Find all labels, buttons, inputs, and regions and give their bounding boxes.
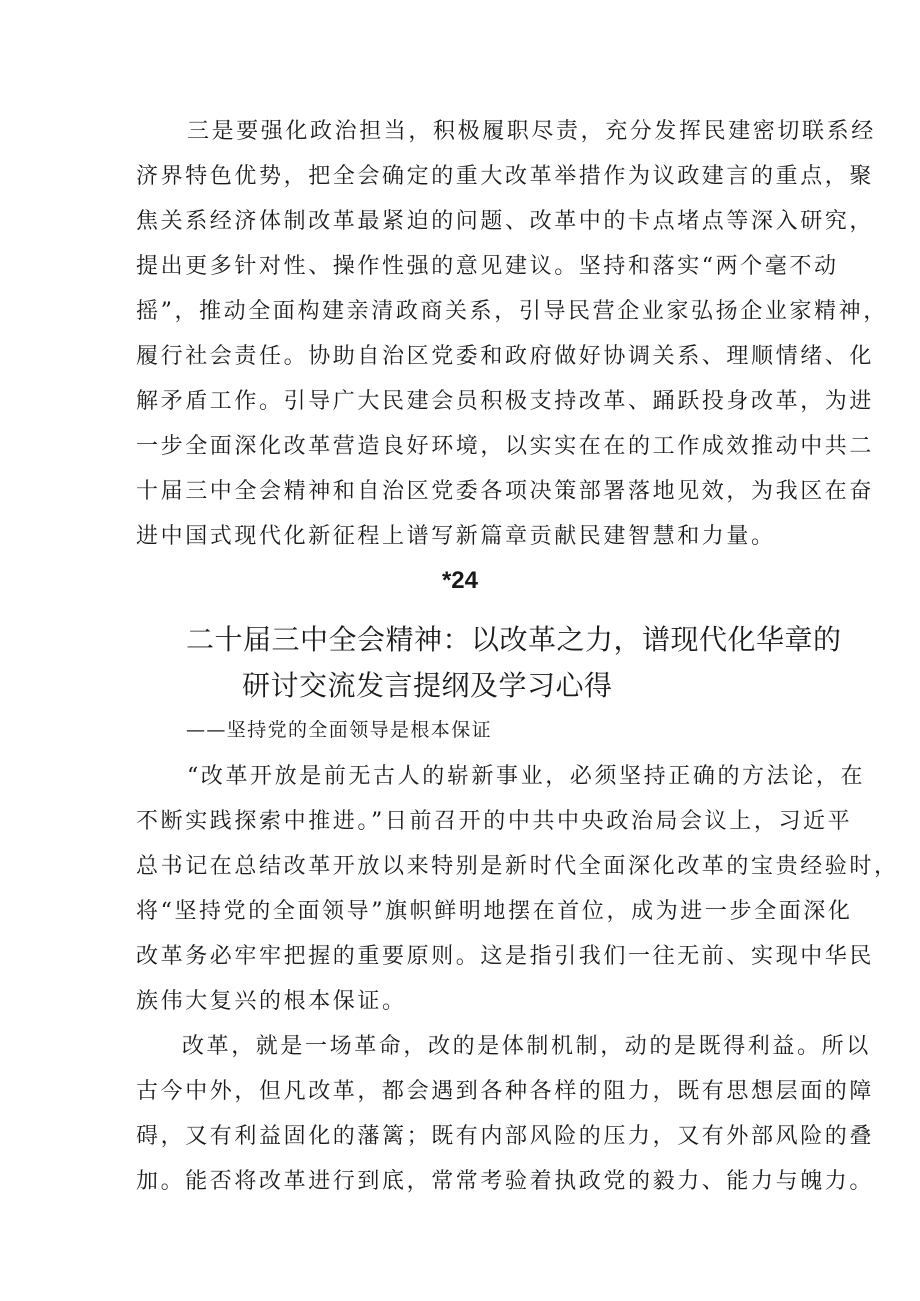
paragraph-line: 加。能否将改革进行到底，常常考验着执政党的毅力、能力与魄力。 (136, 1169, 875, 1194)
article-subtitle: ——坚持党的全面领导是根本保证 (186, 719, 493, 741)
paragraph-line: 不断实践探索中推进。”日前召开的中共中央政治局会议上，习近平 (136, 809, 853, 834)
paragraph-line: 摇”，推动全面构建亲清政商关系，引导民营企业家弘扬企业家精神， (136, 299, 888, 324)
paragraph-line: 一步全面深化改革营造良好环境，以实实在在的工作成效推动中共二 (136, 434, 875, 459)
article-title-line-1: 二十届三中全会精神：以改革之力，谱现代化华章的 (186, 623, 842, 656)
paragraph-line: 族伟大复兴的根本保证。 (136, 989, 407, 1014)
paragraph-line: 改革，就是一场革命，改的是体制机制，动的是既得利益。所以 (182, 1034, 871, 1059)
paragraph-line: 将“坚持党的全面领导”旗帜鲜明地摆在首位，成为进一步全面深化 (136, 899, 853, 924)
paragraph-line: “改革开放是前无古人的崭新事业，必须坚持正确的方法论，在 (187, 764, 866, 789)
paragraph-line: 进中国式现代化新征程上谱写新篇章贡献民建智慧和力量。 (136, 524, 776, 549)
section-number: *24 (441, 567, 479, 594)
paragraph-line: 提出更多针对性、操作性强的意见建议。坚持和落实“两个毫不动 (136, 254, 839, 279)
paragraph-line: 碍，又有利益固化的藩篱；既有内部风险的压力，又有外部风险的叠 (136, 1124, 875, 1149)
article-title-line-2: 研讨交流发言提纲及学习心得 (242, 669, 613, 702)
paragraph-line: 济界特色优势，把全会确定的重大改革举措作为议政建言的重点，聚 (136, 164, 875, 189)
paragraph-line: 古今中外，但凡改革，都会遇到各种各样的阻力，既有思想层面的障 (136, 1079, 875, 1104)
paragraph-line: 总书记在总结改革开放以来特别是新时代全面深化改革的宝贵经验时， (136, 854, 899, 879)
paragraph-line: 焦关系经济体制改革最紧迫的问题、改革中的卡点堵点等深入研究， (136, 209, 875, 234)
paragraph-line: 解矛盾工作。引导广大民建会员积极支持改革、踊跃投身改革，为进 (136, 389, 875, 414)
paragraph-line: 三是要强化政治担当，积极履职尽责，充分发挥民建密切联系经 (187, 119, 876, 144)
paragraph-line: 履行社会责任。协助自治区党委和政府做好协调关系、理顺情绪、化 (136, 344, 875, 369)
paragraph-line: 十届三中全会精神和自治区党委各项决策部署落地见效，为我区在奋 (136, 479, 875, 504)
paragraph-line: 改革务必牢牢把握的重要原则。这是指引我们一往无前、实现中华民 (136, 944, 875, 969)
